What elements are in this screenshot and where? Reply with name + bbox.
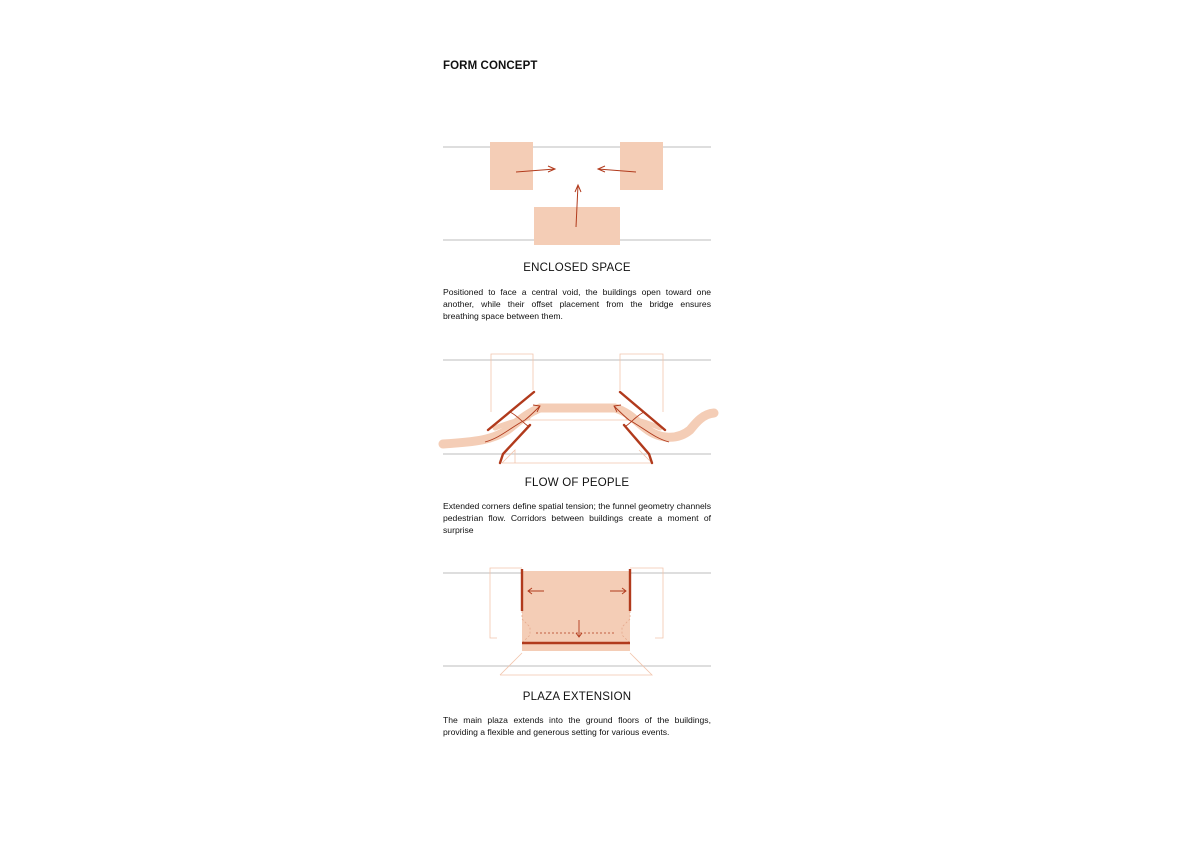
- main-flow-path: [443, 408, 714, 444]
- flow-of-people-heading: FLOW OF PEOPLE: [524, 477, 630, 489]
- plaza-extension-heading: PLAZA EXTENSION: [522, 691, 632, 703]
- enclosed-space-svg: [440, 135, 714, 250]
- flow-of-people-diagram: [440, 350, 714, 470]
- plaza-extension-diagram: [440, 563, 714, 683]
- flow-of-people-text: Extended corners define spatial tension; the funnel geometry channels pedestrian flow. Corridors between buildings create a moment of surprise: [443, 501, 712, 535]
- pedestrian-flow-paths: [443, 408, 714, 444]
- enclosed-space-text: Positioned to face a central void, the buildings open toward one another, while their offset placement from the bridge ensures breathing space between them.: [443, 287, 711, 321]
- plaza-extension-text: The main plaza extends into the ground floors of the buildings, providing a flexible and generous setting for various events.: [443, 715, 711, 737]
- plaza-area: [522, 571, 630, 651]
- outline-right-building: [630, 568, 663, 638]
- outline-left-building: [491, 354, 533, 412]
- building-left: [490, 142, 533, 190]
- outline-right-building: [620, 354, 663, 412]
- outline-bottom-building: [500, 653, 652, 675]
- enclosed-space-diagram: [440, 135, 714, 250]
- building-right: [620, 142, 663, 190]
- plaza-extension-svg: [440, 563, 714, 683]
- enclosed-space-heading: ENCLOSED SPACE: [523, 262, 631, 274]
- flow-of-people-svg: [440, 350, 714, 470]
- page-title: FORM CONCEPT: [443, 60, 538, 72]
- outline-left-building: [490, 568, 522, 638]
